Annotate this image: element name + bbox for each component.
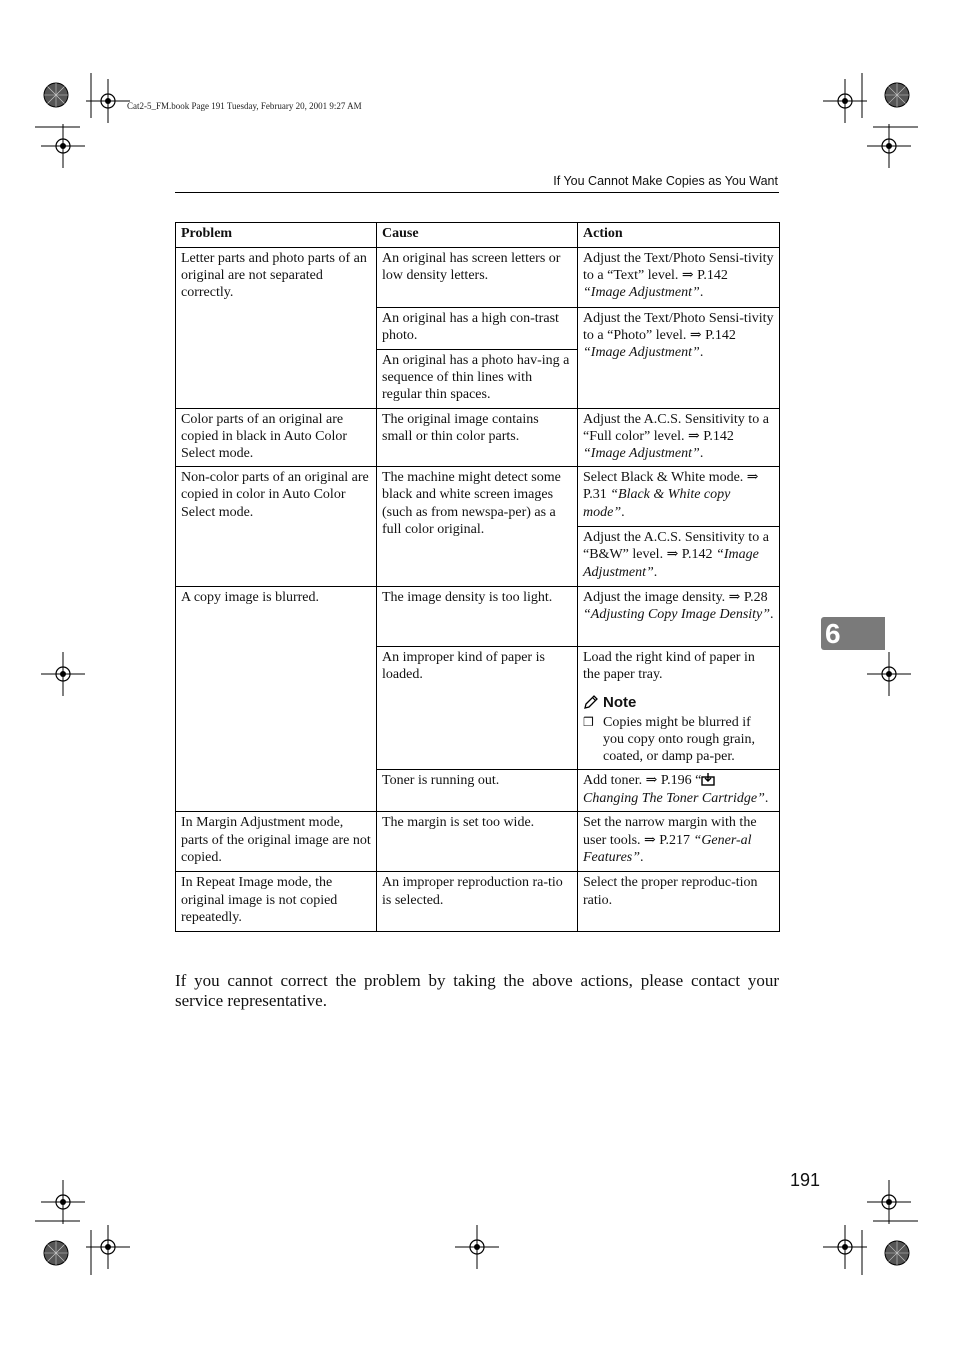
note-title: Note xyxy=(603,693,637,711)
cause-cell: The image density is too light. xyxy=(377,587,578,647)
chapter-tab: 6 xyxy=(821,617,885,650)
action-text: Adjust the image density. ⇒ P.28 xyxy=(583,590,768,606)
action-cell: Adjust the A.C.S. Sensitivity to a “Full color” level. ⇒ P.142 “Image Adjustment”. xyxy=(578,408,780,467)
closing-paragraph: If you cannot correct the problem by taking the above actions, please contact your service representative. xyxy=(175,971,779,1010)
column-header-problem: Problem xyxy=(176,223,377,248)
cause-cell: An original has a photo hav-ing a sequence of thin lines with regular thin spaces. xyxy=(377,350,578,409)
pencil-icon xyxy=(583,694,599,710)
action-text: Select Black & White mode. ⇒ P.31 xyxy=(583,470,759,503)
action-text: Adjust the A.C.S. Sensitivity to a “B&W” level. ⇒ P.142 xyxy=(583,530,769,563)
column-header-action: Action xyxy=(578,223,780,248)
action-text: Adjust the Text/Photo Sensi-tivity to a “Photo” level. ⇒ P.142 xyxy=(583,311,774,344)
problem-cell: In Repeat Image mode, the original image is not copied repeatedly. xyxy=(176,872,377,932)
action-cell: Set the narrow margin with the user tools. ⇒ P.217 “Gener-al Features”. xyxy=(578,812,780,872)
cause-cell: An improper reproduction ra-tio is selected. xyxy=(377,872,578,932)
problem-cell: A copy image is blurred. xyxy=(176,587,377,812)
page-reference: “Adjusting Copy Image Density” xyxy=(583,607,771,623)
cause-cell: The machine might detect some black and white screen images (such as from newspa-per) as a full color original. xyxy=(377,467,578,587)
checkbox-bullet-icon: ❒ xyxy=(583,714,594,729)
action-cell: Select Black & White mode. ⇒ P.31 “Black & White copy mode”. xyxy=(578,467,780,527)
problem-cell: Color parts of an original are copied in black in Auto Color Select mode. xyxy=(176,408,377,467)
action-text: Adjust the Text/Photo Sensi-tivity to a “Text” level. ⇒ P.142 xyxy=(583,251,774,284)
problem-cell: Letter parts and photo parts of an original are not separated correctly. xyxy=(176,248,377,409)
running-header: If You Cannot Make Copies as You Want xyxy=(553,174,778,188)
action-cell: Adjust the Text/Photo Sensi-tivity to a “Photo” level. ⇒ P.142 “Image Adjustment”. xyxy=(578,308,780,409)
action-text: Load the right kind of paper in the paper tray. xyxy=(583,650,755,683)
action-cell: Adjust the Text/Photo Sensi-tivity to a “Text” level. ⇒ P.142 “Image Adjustment”. xyxy=(578,248,780,308)
troubleshooting-table xyxy=(175,222,780,932)
cause-cell: An improper kind of paper is loaded. xyxy=(377,647,578,770)
page-reference: “Image Adjustment” xyxy=(583,446,700,462)
note-text: Copies might be blurred if you copy onto rough grain, coated, or damp pa-per. xyxy=(603,714,756,765)
page-reference: “Image Adjustment” xyxy=(583,547,759,580)
action-cell: Add toner. ⇒ P.196 “ Changing The Toner Cartridge”. xyxy=(578,770,780,812)
page-number: 191 xyxy=(789,1170,820,1190)
problem-cell: Non-color parts of an original are copied in color in Auto Color Select mode. xyxy=(176,467,377,587)
table-row xyxy=(176,587,780,647)
note-item xyxy=(583,714,774,766)
header-rule xyxy=(175,192,779,193)
cause-cell: An original has screen letters or low density letters. xyxy=(377,248,578,308)
cause-cell: Toner is running out. xyxy=(377,770,578,812)
table-row xyxy=(176,812,780,872)
cause-cell: The margin is set too wide. xyxy=(377,812,578,872)
page-reference: “Gener-al Features” xyxy=(583,832,752,865)
table-row xyxy=(176,872,780,932)
cause-cell: An original has a high con-trast photo. xyxy=(377,308,578,350)
note-heading xyxy=(583,694,774,711)
table-header-row xyxy=(176,223,780,248)
problem-cell: In Margin Adjustment mode, parts of the original image are not copied. xyxy=(176,812,377,872)
column-header-cause: Cause xyxy=(377,223,578,248)
action-cell: Adjust the image density. ⇒ P.28 “Adjusting Copy Image Density”. xyxy=(578,587,780,647)
action-text: Set the narrow margin with the user tools. ⇒ P.217 xyxy=(583,815,757,848)
action-cell: Adjust the A.C.S. Sensitivity to a “B&W” level. ⇒ P.142 “Image Adjustment”. xyxy=(578,527,780,587)
action-text: Adjust the A.C.S. Sensitivity to a “Full color” level. ⇒ P.142 xyxy=(583,411,769,444)
print-info-line: Cat2-5_FM.book Page 191 Tuesday, February 20, 2001 9:27 AM xyxy=(127,101,362,111)
table-row xyxy=(176,467,780,527)
action-cell xyxy=(578,647,780,770)
table-row xyxy=(176,408,780,467)
action-text: Add toner. ⇒ P.196 “ xyxy=(583,773,702,789)
page-reference: “Image Adjustment” xyxy=(583,345,700,361)
page-reference: “Image Adjustment” xyxy=(583,285,700,301)
table-row xyxy=(176,248,780,308)
page-reference: “Black & White copy mode” xyxy=(583,487,731,520)
action-cell: Select the proper reproduc-tion ratio. xyxy=(578,872,780,932)
toner-icon xyxy=(701,772,715,786)
cause-cell: The original image contains small or thin color parts. xyxy=(377,408,578,467)
page-reference: Changing The Toner Cartridge” xyxy=(583,790,765,806)
